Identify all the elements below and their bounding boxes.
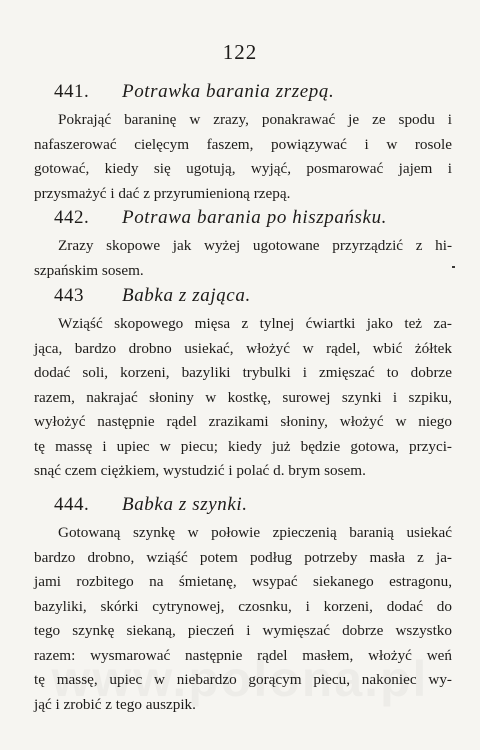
text-line: dodać soli, korzeni, bazyliki trybulki i zmięszać to dobrze (34, 364, 452, 381)
recipe-text (34, 234, 452, 283)
recipe-number: 444. (54, 494, 90, 515)
recipe-heading (34, 284, 452, 308)
recipe-title: Potrawka barania zrzepą. (122, 81, 335, 102)
text-line: wyłożyć następnie rądel zrazikami słoniny, włożyć w niego (34, 413, 452, 430)
recipe-441 (34, 80, 452, 206)
recipe-444 (34, 493, 452, 717)
recipe-text (34, 521, 452, 717)
recipe-443 (34, 284, 452, 484)
recipe-title: Potrawa barania po hiszpańsku. (122, 207, 388, 228)
text-line: razem, nakrajać słoniny w kostkę, surowej szynki i szpiku, (34, 388, 452, 406)
recipe-number: 443 (54, 285, 84, 306)
recipe-442 (34, 206, 452, 283)
recipe-title: Babka z szynki. (122, 494, 248, 515)
text-line: tę massę, upiec w niebardzo gorącym piecu, nakoniec wy- (34, 671, 452, 688)
text-line: jąca, bardzo drobno usiekać, włożyć w rądel, wbić żółtek (34, 339, 452, 357)
text-line: Pokrająć baraninę w zrazy, ponakrawać je ze spodu i (58, 111, 452, 128)
recipe-number: 441. (54, 81, 90, 102)
text-line: jami rozbitego na śmietanę, wsypać siekanego estragonu, (34, 573, 452, 590)
text-line: tego szynkę siekaną, pieczeń i wymięszać dobrze wszystko (34, 622, 452, 639)
print-mark (452, 266, 455, 268)
recipe-heading (34, 206, 452, 230)
text-line: jąć i zrobić z tego auszpik. (34, 695, 196, 713)
text-line: bazyliki, skórki cytrynowej, czosnku, i korzeni, dodać do (34, 597, 452, 615)
page-number: 122 (222, 40, 258, 64)
text-line: gotować, kiedy się ugotują, wyjąć, posmarować jajem i (34, 160, 452, 177)
text-line: bardzo drobno, wziąść potem podług potrzeby masła z ja- (34, 548, 452, 566)
text-line: Wziąść skopowego mięsa z tylnej ćwiartki jako też za- (58, 315, 452, 332)
recipe-number: 442. (54, 207, 90, 228)
text-line: szpańskim sosem. (34, 261, 144, 279)
recipe-text (34, 108, 452, 206)
text-line: Zrazy skopowe jak wyżej ugotowane przyrządzić z hi- (58, 237, 452, 254)
recipe-text (34, 312, 452, 484)
text-line: razem: wysmarować następnie rądel masłem, włożyć weń (34, 646, 452, 664)
text-line: snąć czem ciężkiem, wystudzić i polać d. brym sosem. (34, 462, 366, 479)
recipe-title: Babka z zająca. (122, 285, 251, 306)
text-line: Gotowaną szynkę w połowie zpieczenią baranią usiekać (58, 524, 452, 541)
text-line: tę massę i upiec w piecu; kiedy już będzie gotowa, przyci- (34, 437, 452, 455)
text-line: przysmażyć i dać z przyrumienioną rzepą. (34, 184, 291, 202)
recipe-heading (34, 80, 452, 104)
text-line: nafaszerować cielęcym faszem, powiązywać i w rosole (34, 135, 452, 153)
recipe-heading (34, 493, 452, 517)
